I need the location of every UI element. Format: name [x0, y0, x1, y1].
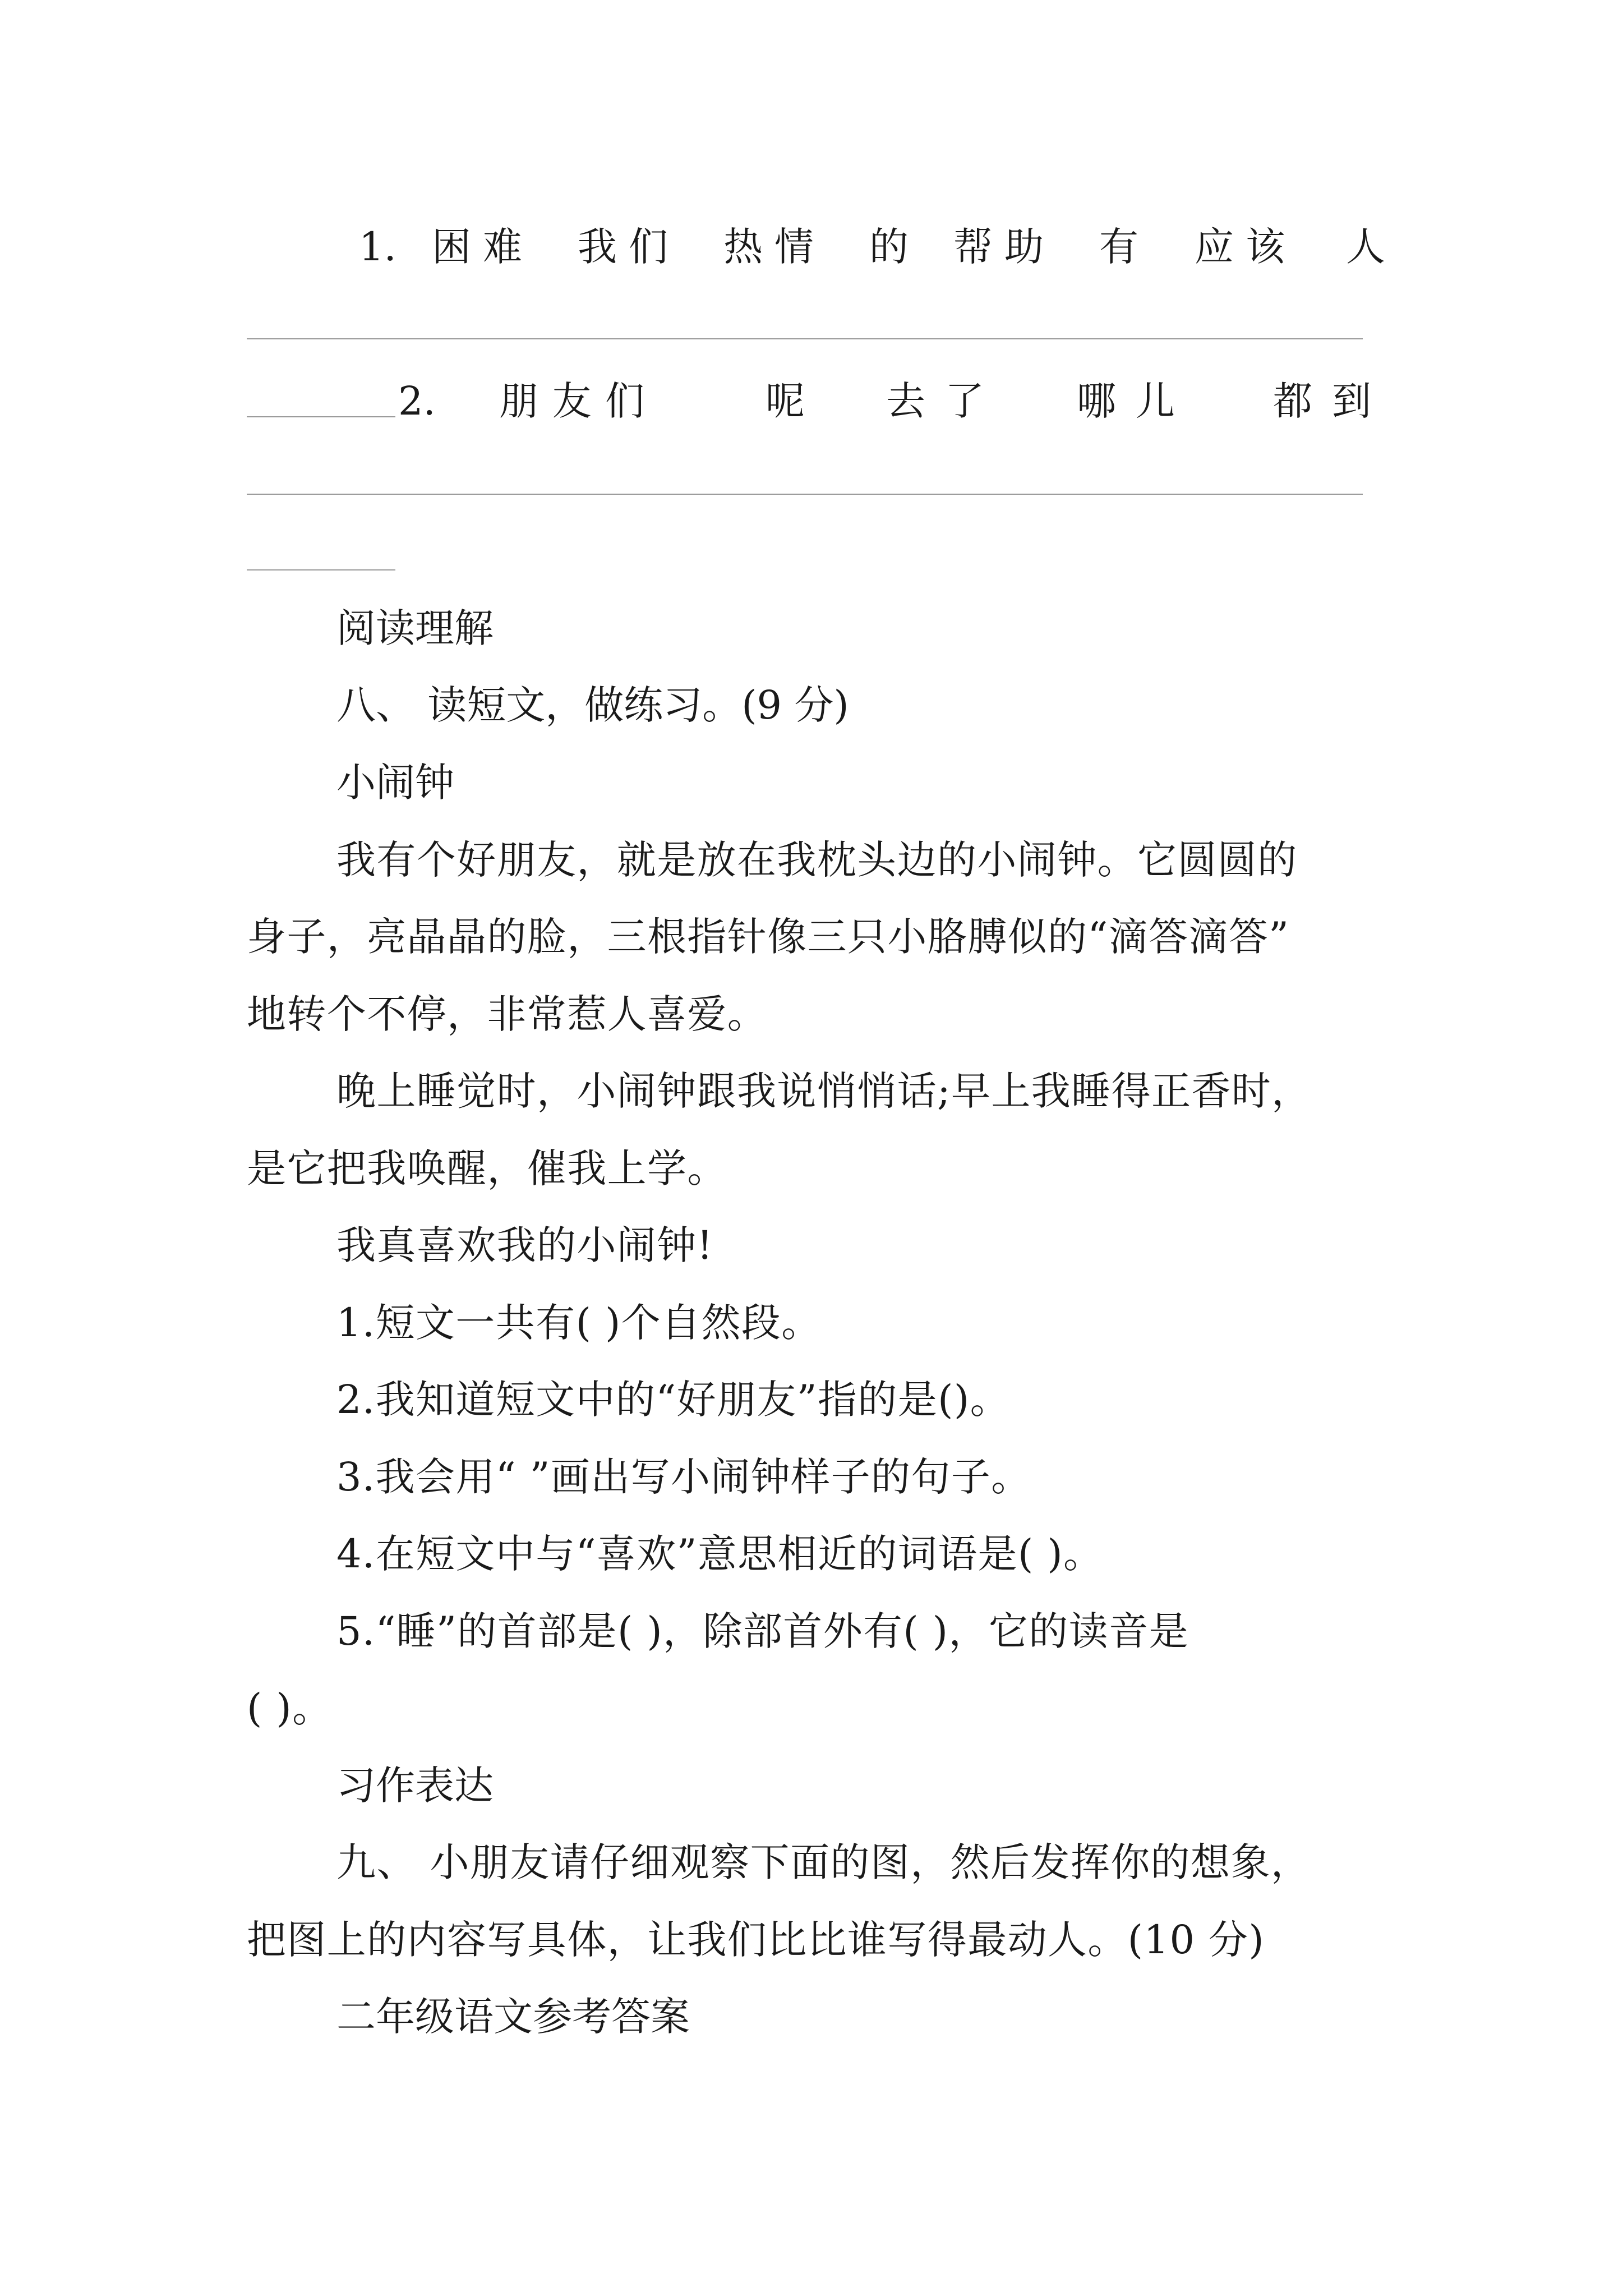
- word-tile: 我们: [578, 224, 680, 270]
- story-paragraph-2-cont: 是它把我唤醒，催我上学。: [247, 1145, 727, 1191]
- rearrange-question-1: [359, 222, 1391, 272]
- reading-item-4: 4.在短文中与“喜欢”意思相近的词语是( )。: [336, 1531, 1104, 1577]
- answer-line-tail: [247, 569, 395, 570]
- word-tile: 都到: [1273, 378, 1391, 424]
- question-9-cont: 把图上的内容写具体，让我们比比谁写得最动人。(10 分): [247, 1917, 1265, 1963]
- word-tile: 的: [869, 224, 909, 270]
- question-number: 1.: [359, 224, 396, 270]
- question-9: 九、 小朋友请仔细观察下面的图，然后发挥你的想象，: [336, 1839, 1311, 1885]
- story-paragraph-1-cont: 地转个不停，非常惹人喜爱。: [247, 991, 768, 1037]
- word-tile: 去了: [886, 378, 1004, 424]
- answers-heading: 二年级语文参考答案: [336, 1994, 690, 2040]
- story-paragraph-1-cont: 身子，亮晶晶的脸，三根指针像三只小胳膊似的“滴答滴答”: [247, 914, 1290, 960]
- word-tile: 呢: [766, 378, 805, 424]
- question-number: 2.: [398, 378, 436, 424]
- story-paragraph-3: 我真喜欢我的小闹钟!: [336, 1222, 714, 1268]
- reading-item-2: 2.我知道短文中的“好朋友”指的是()。: [336, 1377, 1010, 1423]
- reading-item-5-cont: ( )。: [247, 1685, 333, 1731]
- question-8-title: 八、 读短文，做练习。(9 分): [336, 682, 849, 728]
- reading-item-3: 3.我会用“ ”画出写小闹钟样子的句子。: [336, 1454, 1031, 1500]
- word-tile: 人: [1346, 224, 1385, 270]
- story-paragraph-2: 晚上睡觉时，小闹钟跟我说悄悄话;早上我睡得正香时，: [336, 1068, 1312, 1114]
- rearrange-question-2: [398, 376, 1391, 426]
- word-tile: 哪儿: [1077, 378, 1195, 424]
- reading-item-1: 1.短文一共有( )个自然段。: [336, 1300, 822, 1346]
- answer-line-tail: [247, 416, 395, 417]
- word-tile: 帮助: [953, 224, 1055, 270]
- answer-line: [247, 338, 1363, 339]
- word-tile: 热情: [723, 224, 826, 270]
- story-paragraph-1: 我有个好朋友，就是放在我枕头边的小闹钟。它圆圆的: [336, 837, 1298, 883]
- word-tile: 困难: [432, 224, 534, 270]
- story-title: 小闹钟: [336, 760, 454, 806]
- section-heading-reading: 阅读理解: [336, 605, 494, 651]
- word-tile: 朋友们: [499, 378, 658, 424]
- answer-line: [247, 494, 1363, 495]
- section-heading-writing: 习作表达: [336, 1763, 494, 1809]
- word-tile: 有: [1099, 224, 1138, 270]
- word-tile: 应该: [1195, 224, 1297, 270]
- reading-item-5: 5.“睡”的首部是( )，除部首外有( )，它的读音是: [336, 1608, 1189, 1654]
